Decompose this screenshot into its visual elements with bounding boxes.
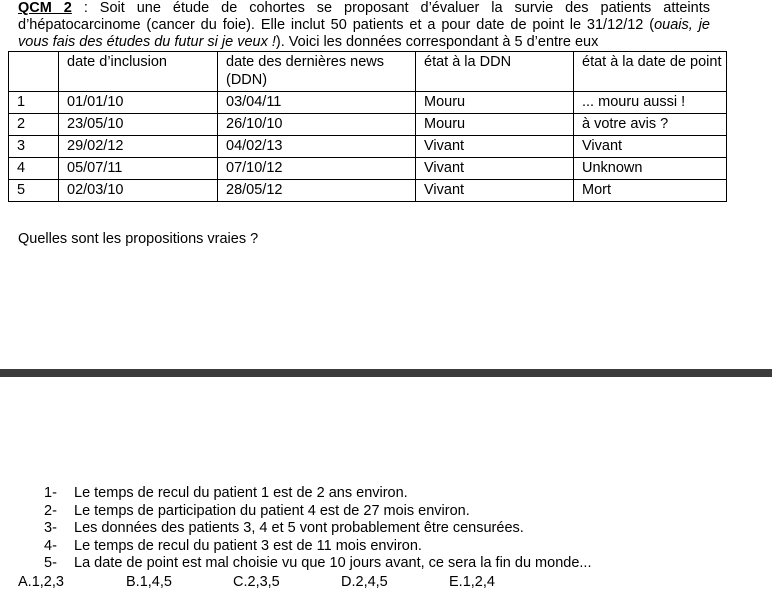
table-header-row (9, 52, 727, 92)
table-cell: 23/05/10 (59, 114, 218, 136)
list-item (44, 503, 591, 521)
table-cell: 26/10/10 (218, 114, 416, 136)
table-cell: Mouru (416, 114, 574, 136)
answer-choice-c: C.2,3,5 (233, 574, 280, 590)
proposition-text: Le temps de participation du patient 4 est de 27 mois environ. (74, 502, 470, 519)
table-cell: 28/05/12 (218, 180, 416, 202)
answer-choice-a: A.1,2,3 (18, 574, 64, 590)
table-cell: Vivant (416, 136, 574, 158)
table-row (9, 92, 727, 114)
proposition-number: 3- (44, 520, 57, 537)
table-row (9, 114, 727, 136)
table-cell: 04/02/13 (218, 136, 416, 158)
list-item (44, 520, 591, 538)
header-cell: date d’inclusion (59, 52, 218, 92)
table-cell: à votre avis ? (574, 114, 727, 136)
proposition-text: La date de point est mal choisie vu que 10 jours avant, ce sera la fin du monde... (74, 555, 592, 572)
header-cell: état à la DDN (416, 52, 574, 92)
patient-data-table (8, 51, 727, 202)
table-row (9, 136, 727, 158)
answer-choice-d: D.2,4,5 (341, 574, 388, 590)
proposition-number: 1- (44, 485, 57, 501)
intro-text: : Soit une étude de cohortes se proposant d’évaluer la survie des patients atteints d’hépatocarcinome (cancer du foie). Elle inclut 50 patients et a pour date de point le 31/12/12 ( (18, 0, 710, 33)
table-cell: Vivant (416, 180, 574, 202)
table-cell: Vivant (416, 158, 574, 180)
table-cell: 07/10/12 (218, 158, 416, 180)
intro-text-end: ). Voici les données correspondant à 5 d’entre eux (275, 34, 599, 50)
page-separator (0, 369, 772, 377)
table-cell: 5 (9, 180, 59, 202)
header-cell: date des dernières news (DDN) (218, 52, 416, 92)
table-cell: 1 (9, 92, 59, 114)
table-cell: Unknown (574, 158, 727, 180)
table-cell: 01/01/10 (59, 92, 218, 114)
proposition-number: 4- (44, 537, 57, 554)
table-cell: 29/02/12 (59, 136, 218, 158)
proposition-text: Le temps de recul du patient 3 est de 11 mois environ. (74, 537, 422, 554)
table-cell: 05/07/11 (59, 158, 218, 180)
table-cell: Mouru (416, 92, 574, 114)
table-cell: Vivant (574, 136, 727, 158)
table-cell: 4 (9, 158, 59, 180)
question-label: QCM 2 (18, 0, 72, 16)
list-item (44, 485, 591, 503)
table-cell: 2 (9, 114, 59, 136)
intro-italic-remark: ouais, je vous fais des études du futur si je veux ! (18, 17, 710, 50)
question-intro (18, 0, 710, 51)
answer-choice-e: E.1,2,4 (449, 574, 495, 590)
proposition-text: Le temps de recul du patient 1 est de 2 ans environ. (74, 485, 408, 501)
proposition-number: 2- (44, 502, 57, 519)
header-cell (9, 52, 59, 92)
table-cell: Mort (574, 180, 727, 202)
question-prompt: Quelles sont les propositions vraies ? (18, 231, 259, 247)
proposition-number: 5- (44, 555, 57, 572)
list-item (44, 555, 591, 573)
table-row (9, 158, 727, 180)
proposition-text: Les données des patients 3, 4 et 5 vont probablement être censurées. (74, 520, 524, 537)
table-cell: ... mouru aussi ! (574, 92, 727, 114)
table-row (9, 180, 727, 202)
list-item (44, 538, 591, 556)
table-cell: 02/03/10 (59, 180, 218, 202)
propositions-list (44, 485, 591, 573)
header-cell: état à la date de point (574, 52, 727, 92)
table-cell: 3 (9, 136, 59, 158)
table-cell: 03/04/11 (218, 92, 416, 114)
answer-choice-b: B.1,4,5 (126, 574, 172, 590)
